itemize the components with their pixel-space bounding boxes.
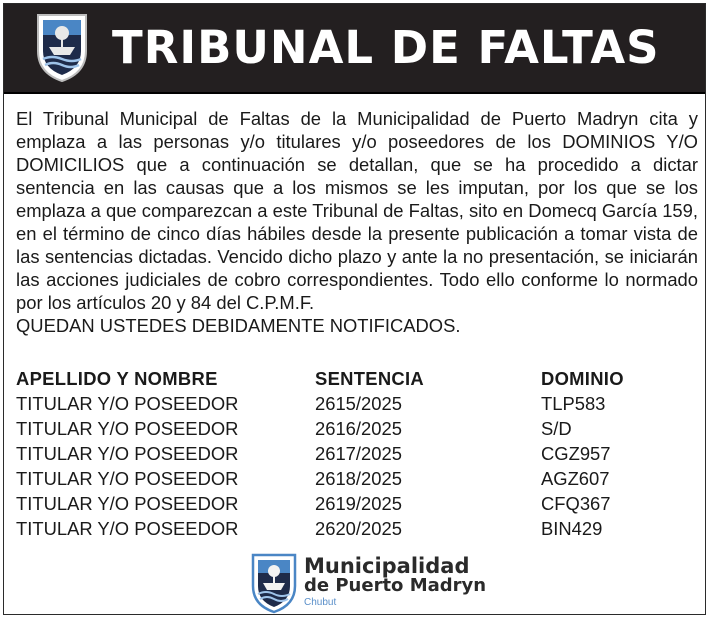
row-name: TITULAR Y/O POSEEDOR <box>16 493 239 514</box>
row-sentence: 2620/2025 <box>315 518 402 539</box>
row-sentence: 2619/2025 <box>315 493 402 514</box>
column-header-name: APELLIDO Y NOMBRE <box>16 368 218 389</box>
table-row <box>16 441 698 466</box>
table-row <box>16 466 698 491</box>
page-title: TRIBUNAL DE FALTAS <box>112 21 660 74</box>
row-sentence: 2616/2025 <box>315 418 402 439</box>
logo-name-line1: Municipalidad <box>304 554 470 578</box>
table-header-row <box>16 366 698 391</box>
row-name: TITULAR Y/O POSEEDOR <box>16 418 239 439</box>
column-header-sentence: SENTENCIA <box>315 368 424 389</box>
municipal-crest-icon <box>250 552 298 614</box>
row-sentence: 2618/2025 <box>315 468 402 489</box>
municipal-crest-icon <box>34 11 90 83</box>
row-name: TITULAR Y/O POSEEDOR <box>16 468 239 489</box>
table-row <box>16 491 698 516</box>
notice-body <box>16 107 698 337</box>
row-sentence: 2617/2025 <box>315 443 402 464</box>
table-row <box>16 391 698 416</box>
logo-province: Chubut <box>304 597 337 608</box>
row-domain: TLP583 <box>541 393 606 414</box>
row-domain: CGZ957 <box>541 443 611 464</box>
row-domain: S/D <box>541 418 572 439</box>
header-banner <box>4 4 705 94</box>
table-row <box>16 516 698 541</box>
logo-name-line2: de Puerto Madryn <box>304 575 487 596</box>
table-row <box>16 416 698 441</box>
row-name: TITULAR Y/O POSEEDOR <box>16 393 239 414</box>
notice-frame <box>3 3 706 615</box>
row-name: TITULAR Y/O POSEEDOR <box>16 443 239 464</box>
sentences-table <box>16 366 698 541</box>
notification-statement: QUEDAN USTEDES DEBIDAMENTE NOTIFICADOS. <box>16 315 461 336</box>
row-name: TITULAR Y/O POSEEDOR <box>16 518 239 539</box>
row-domain: AGZ607 <box>541 468 610 489</box>
notice-paragraph: El Tribunal Municipal de Faltas de la Municipalidad de Puerto Madryn cita y emplaza a las personas y/o titulares y/o poseedores de los DOMINIOS Y/O DOMICILIOS que a continuación se detallan, que se ha procedido a dictar sentencia en las causas que a los mismos se les imputan, por los que se los emplaza a que comparezcan a este Tribunal de Faltas, sito en Domecq García 159, en el término de cinco días hábiles desde la presente publicación a tomar vista de las sentencias dictadas. Vencido dicho plazo y ante la no presentación, se iniciarán las acciones judiciales de cobro correspondientes. Todo ello conforme lo normado por los artículos 20 y 84 del C.P.M.F. <box>16 108 698 313</box>
row-sentence: 2615/2025 <box>315 393 402 414</box>
municipality-logo <box>250 552 490 616</box>
column-header-domain: DOMINIO <box>541 368 624 389</box>
row-domain: BIN429 <box>541 518 603 539</box>
row-domain: CFQ367 <box>541 493 611 514</box>
